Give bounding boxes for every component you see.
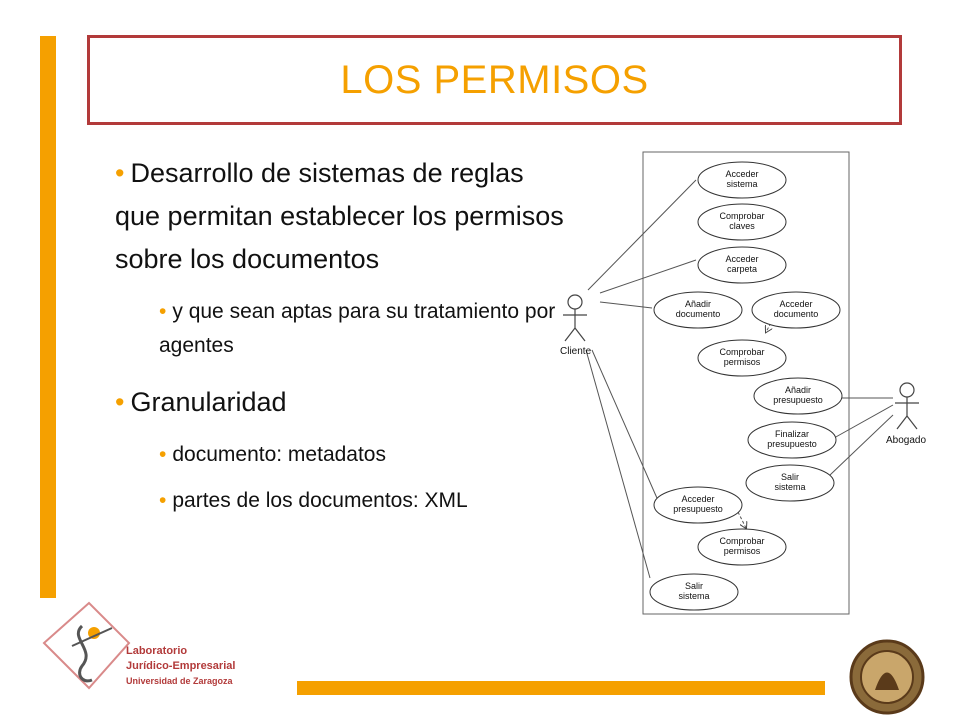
use-case-label: presupuesto: [767, 439, 817, 449]
use-case-label: permisos: [723, 546, 761, 556]
bullet-item: • Granularidad: [115, 387, 287, 417]
use-case-label: Comprobar: [719, 536, 765, 546]
use-case-label: Acceder: [725, 254, 759, 264]
use-case-label: Añadir: [784, 385, 812, 395]
use-case-label: sistema: [774, 482, 806, 492]
use-case-label: Salir: [684, 581, 704, 591]
use-case-label: presupuesto: [673, 504, 723, 514]
laboratorio-logo: [34, 598, 264, 698]
use-case-label: Acceder: [725, 169, 759, 179]
use-case-label: Comprobar: [719, 347, 765, 357]
actor-cliente: [563, 295, 587, 341]
bullet-icon: •: [159, 443, 167, 466]
use-case-label: Salir: [780, 472, 800, 482]
use-case-diagram: [560, 150, 940, 620]
use-case-label: documento: [675, 309, 721, 319]
bullet-list: [115, 152, 565, 536]
title-box: [87, 35, 902, 125]
actor-label-abogado: Abogado: [886, 435, 927, 446]
use-case-label: sistema: [678, 591, 710, 601]
use-case-label: sistema: [726, 179, 758, 189]
university-seal-icon: [845, 635, 925, 720]
use-case-label: documento: [773, 309, 819, 319]
sub-bullet-item: • documento: metadatos: [159, 443, 386, 466]
slide-title: LOS PERMISOS: [340, 57, 649, 102]
use-case-label: Acceder: [681, 494, 715, 504]
sub-bullet-item: • partes de los documentos: XML: [159, 489, 468, 512]
bullet-icon: •: [159, 489, 167, 512]
logo-text-line1: Laboratorio: [126, 645, 188, 657]
use-case-label: presupuesto: [773, 395, 823, 405]
logo-text-line3: Universidad de Zaragoza: [126, 676, 233, 686]
logo-diamond-icon: [44, 603, 129, 688]
left-accent-bar: [40, 36, 56, 598]
use-case-label: carpeta: [726, 264, 758, 274]
sub-bullet-item: • y que sean aptas para su tratamiento por agentes: [159, 300, 556, 357]
bullet-icon: •: [115, 387, 125, 417]
logo-text-line2: Jurídico-Empresarial: [126, 660, 236, 672]
bullet-icon: •: [115, 158, 125, 188]
bottom-accent-bar: [297, 681, 825, 695]
use-case-label: claves: [729, 221, 755, 231]
use-case-label: Añadir: [684, 299, 712, 309]
use-case-label: Acceder: [779, 299, 813, 309]
use-case-label: Finalizar: [774, 429, 810, 439]
actor-abogado: [895, 383, 919, 429]
use-case-label: permisos: [723, 357, 761, 367]
bullet-item: • Desarrollo de sistemas de reglas que permitan establecer los permisos sobre los documentos: [115, 158, 564, 274]
use-case-label: Comprobar: [719, 211, 765, 221]
bullet-icon: •: [159, 300, 167, 323]
actor-label-cliente: Cliente: [560, 346, 592, 357]
